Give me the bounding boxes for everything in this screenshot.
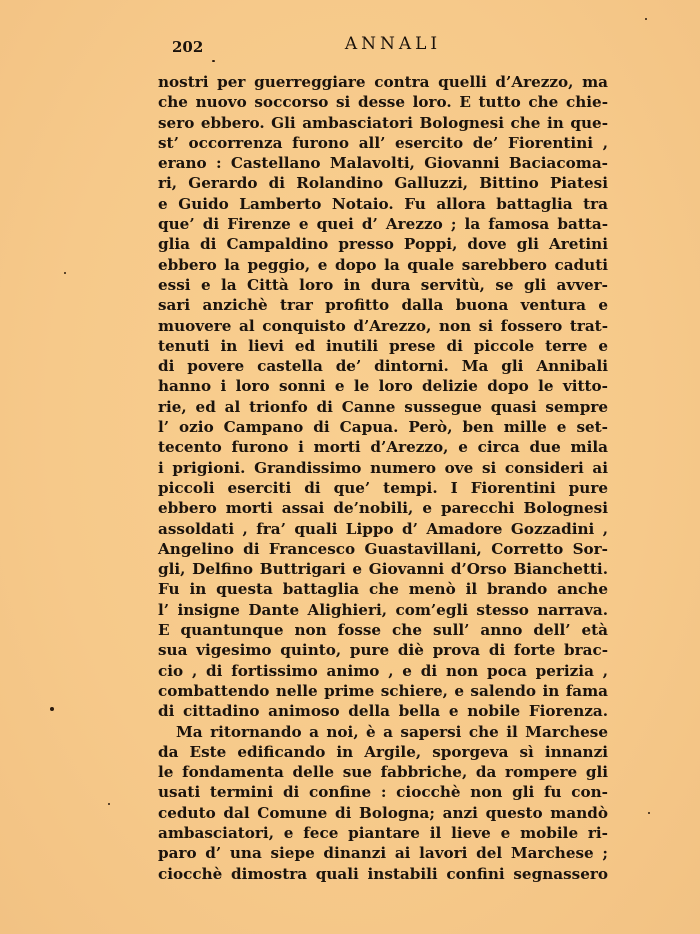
text-line: muovere al conquisto d’Arezzo, non si fossero trat-: [158, 316, 608, 335]
text-line: l’ insigne Dante Alighieri, com’egli stesso narrava.: [158, 600, 608, 619]
text-line: l’ ozio Campano di Capua. Però, ben mille e set-: [158, 418, 608, 437]
paper-speck: [648, 812, 650, 814]
text-line: assoldati , fra’ quali Lippo d’ Amadore Gozzadini ,: [158, 519, 608, 538]
text-line: E quantunque non fosse che sull’ anno dell’ età: [158, 621, 608, 640]
text-line: di cittadino animoso della bella e nobile Fiorenza.: [158, 702, 608, 721]
text-line: paro d’ una siepe dinanzi ai lavori del Marchese ;: [158, 844, 608, 863]
text-line: usati termini di confine : ciocchè non gli fu con-: [158, 783, 608, 802]
text-line: essi e la Città loro in dura servitù, se gli avver-: [158, 275, 608, 294]
text-line: cio , di fortissimo animo , e di non poca perizia ,: [158, 661, 608, 680]
text-line: Fu in questa battaglia che menò il brando anche: [158, 580, 608, 599]
text-line: che nuovo soccorso si desse loro. E tutto che chie-: [158, 93, 608, 112]
text-line: que’ di Firenze e quei d’ Arezzo ; la famosa batta-: [158, 215, 608, 234]
text-line: gli, Delfino Buttrigari e Giovanni d’Orso Bianchetti.: [158, 560, 608, 579]
paper-speck: [645, 18, 647, 20]
text-line: hanno i loro sonni e le loro delizie dopo le vitto-: [158, 377, 608, 396]
text-line: ebbero morti assai de’nobili, e parecchi Bolognesi: [158, 499, 608, 518]
text-line: nostri per guerreggiare contra quelli d’Arezzo, ma: [158, 73, 608, 91]
paper-speck: [212, 60, 215, 62]
text-line: ri, Gerardo di Rolandino Galluzzi, Bittino Piatesi: [158, 174, 608, 193]
text-line: ambasciatori, e fece piantare il lieve e mobile ri-: [158, 823, 608, 842]
text-line: glia di Campaldino presso Poppi, dove gli Aretini: [158, 235, 608, 254]
text-line: tecento furono i morti d’Arezzo, e circa due mila: [158, 438, 608, 457]
text-line: ceduto dal Comune di Bologna; anzi questo mandò: [158, 803, 608, 822]
text-line: Ma ritornando a noi, è a sapersi che il Marchese: [176, 722, 608, 741]
text-line: sari anzichè trar profitto dalla buona ventura e: [158, 296, 608, 315]
text-line: sua vigesimo quinto, pure diè prova di forte brac-: [158, 641, 608, 660]
paper-speck: [50, 707, 54, 711]
text-line: di povere castella de’ dintorni. Ma gli Annibali: [158, 357, 608, 376]
text-line: i prigioni. Grandissimo numero ove si consideri ai: [158, 458, 608, 477]
running-title: ANNALI: [344, 34, 442, 54]
text-line: ciocchè dimostra quali instabili confini segnassero: [158, 864, 608, 883]
text-line: st’ occorrenza furono all’ esercito de’ Fiorentini ,: [158, 133, 608, 152]
text-line: rie, ed al trionfo di Canne sussegue quasi sempre: [158, 397, 608, 416]
text-line: e Guido Lamberto Notaio. Fu allora battaglia tra: [158, 194, 608, 213]
paper-speck: [64, 272, 66, 274]
text-line: ebbero la peggio, e dopo la quale sarebbero caduti: [158, 255, 608, 274]
text-line: sero ebbero. Gli ambasciatori Bolognesi che in que-: [158, 113, 608, 132]
text-line: tenuti in lievi ed inutili prese di piccole terre e: [158, 336, 608, 355]
paper-speck: [108, 803, 110, 805]
text-line: le fondamenta delle sue fabbriche, da rompere gli: [158, 763, 608, 782]
text-line: combattendo nelle prime schiere, e salendo in fama: [158, 681, 608, 700]
text-line: piccoli eserciti di que’ tempi. I Fiorentini pure: [158, 478, 608, 497]
body-text: [158, 72, 608, 884]
page-header: [158, 34, 608, 58]
text-line: da Este edificando in Argile, sporgeva sì innanzi: [158, 742, 608, 761]
page-number: 202: [172, 38, 204, 56]
text-line: Angelino di Francesco Guastavillani, Corretto Sor-: [158, 539, 608, 558]
text-line: erano : Castellano Malavolti, Giovanni Baciacoma-: [158, 154, 608, 173]
